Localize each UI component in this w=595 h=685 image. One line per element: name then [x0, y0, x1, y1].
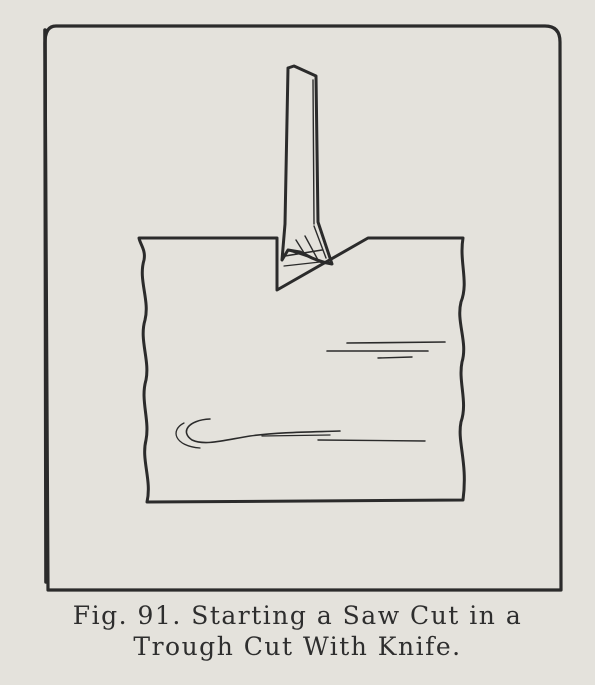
caption-line-2: Trough Cut With Knife. [133, 632, 462, 661]
knife-back-shade [313, 80, 314, 224]
wood-block-outline [139, 238, 464, 502]
knife-blade-outline [282, 66, 332, 264]
frame-left-edge [45, 30, 46, 582]
caption-line-1: Fig. 91. Starting a Saw Cut in a [72, 601, 523, 630]
figure-caption [0, 600, 595, 662]
grain-line [378, 357, 412, 358]
frame-border [45, 26, 561, 590]
grain-line [347, 342, 445, 343]
grain-curl [186, 419, 340, 443]
grain-line [262, 435, 330, 436]
wood-block-icon [139, 238, 464, 502]
knife-bevel-line [284, 262, 320, 266]
knife-blade-icon [282, 66, 332, 266]
grain-line [318, 440, 425, 441]
